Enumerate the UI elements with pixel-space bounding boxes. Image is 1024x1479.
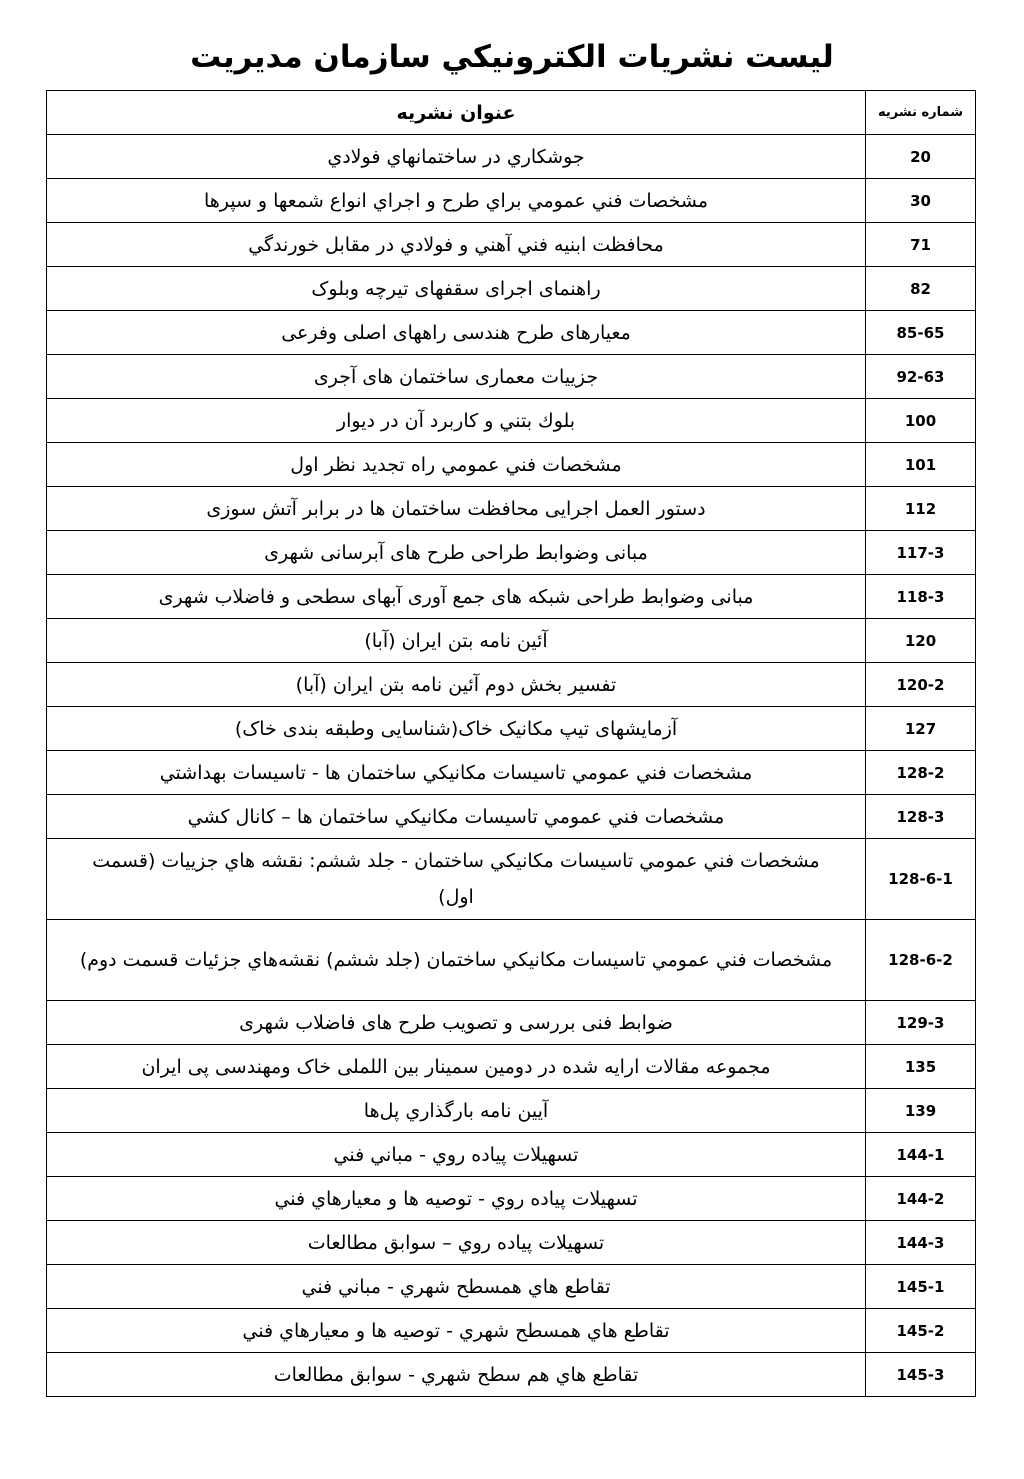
publication-title-cell: مبانی وضوابط طراحی شبکه های جمع آوری آبهای سطحی و فاضلاب شهری xyxy=(47,575,866,619)
table-row xyxy=(47,1309,976,1353)
publication-title-cell: مشخصات فني عمومي تاسيسات مكانيكي ساختمان ها – كانال كشي xyxy=(47,795,866,839)
publications-table xyxy=(46,90,976,1397)
publications-table-body xyxy=(47,91,976,1397)
publication-number-cell: 145-3 xyxy=(866,1353,976,1397)
publication-title-cell: مبانی وضوابط طراحی طرح های آبرسانی شهری xyxy=(47,531,866,575)
publication-number-cell: 112 xyxy=(866,487,976,531)
publication-title-cell: جوشكاري در ساختمانهاي فولادي xyxy=(47,135,866,179)
publication-title-cell: بلوك بتني و كاربرد آن در ديوار xyxy=(47,399,866,443)
publication-title-cell: آئین نامه بتن ایران (آبا) xyxy=(47,619,866,663)
table-row xyxy=(47,311,976,355)
table-row xyxy=(47,223,976,267)
table-row xyxy=(47,267,976,311)
publication-number-cell: 139 xyxy=(866,1089,976,1133)
publication-number-cell: 92-63 xyxy=(866,355,976,399)
publication-number-cell: 117-3 xyxy=(866,531,976,575)
publication-title-cell: آيين نامه بارگذاري پل‌ها xyxy=(47,1089,866,1133)
table-row xyxy=(47,487,976,531)
publication-title-cell: مجموعه مقالات ارایه شده در دومین سمینار بین اللملی خاک ومهندسی پی ایران xyxy=(47,1045,866,1089)
publication-number-cell: 101 xyxy=(866,443,976,487)
publication-number-cell: 30 xyxy=(866,179,976,223)
publication-title-cell: تسهيلات پياده روي – سوابق مطالعات xyxy=(47,1221,866,1265)
publication-title-cell: مشخصات فني عمومي راه تجديد نظر اول xyxy=(47,443,866,487)
table-row xyxy=(47,1353,976,1397)
table-row xyxy=(47,1089,976,1133)
publication-number-cell: 145-1 xyxy=(866,1265,976,1309)
publication-number-cell: 20 xyxy=(866,135,976,179)
publication-number-cell: 71 xyxy=(866,223,976,267)
publication-number-cell: 118-3 xyxy=(866,575,976,619)
table-row xyxy=(47,663,976,707)
table-row xyxy=(47,575,976,619)
publication-number-cell: 128-3 xyxy=(866,795,976,839)
publication-title-cell: تقاطع هاي هم سطح شهري - سوابق مطالعات xyxy=(47,1353,866,1397)
publication-title-cell: تقاطع هاي همسطح شهري - توصيه ها و معيارهاي فني xyxy=(47,1309,866,1353)
table-row xyxy=(47,1001,976,1045)
table-row xyxy=(47,1133,976,1177)
publication-title-cell: راهنمای اجرای سقفهای تیرچه وبلوک xyxy=(47,267,866,311)
table-row xyxy=(47,839,976,920)
publication-number-cell: 127 xyxy=(866,707,976,751)
publication-number-cell: 144-1 xyxy=(866,1133,976,1177)
table-row xyxy=(47,619,976,663)
table-row xyxy=(47,920,976,1001)
publication-number-cell: 120-2 xyxy=(866,663,976,707)
publication-number-cell: 128-6-1 xyxy=(866,839,976,920)
publication-title-cell: معیارهای طرح هندسی راههای اصلی وفرعی xyxy=(47,311,866,355)
table-row xyxy=(47,1045,976,1089)
table-row xyxy=(47,399,976,443)
table-row xyxy=(47,135,976,179)
table-row xyxy=(47,443,976,487)
publication-title-cell: مشخصات فني عمومي تاسيسات مكانيكي ساختمان - جلد ششم: نقشه هاي جزييات (قسمت اول) xyxy=(47,839,866,920)
table-row xyxy=(47,179,976,223)
publication-title-cell: مشخصات فني عمومي تاسيسات مكانيكي ساختمان ها - تاسيسات بهداشتي xyxy=(47,751,866,795)
publication-number-cell: 82 xyxy=(866,267,976,311)
publication-number-cell: 128-2 xyxy=(866,751,976,795)
table-row xyxy=(47,355,976,399)
publication-number-cell: 128-6-2 xyxy=(866,920,976,1001)
publication-title-cell: آزمایشهای تیپ مکانیک خاک(شناسایی وطبقه بندی خاک) xyxy=(47,707,866,751)
table-row xyxy=(47,751,976,795)
table-row xyxy=(47,795,976,839)
publication-title-cell: محافظت ابنيه فني آهني و فولادي در مقابل خورندگي xyxy=(47,223,866,267)
publication-number-cell: 144-3 xyxy=(866,1221,976,1265)
header-publication-title: عنوان نشريه xyxy=(47,91,866,135)
publication-title-cell: تسهيلات پياده روي - توصيه ها و معيارهاي فني xyxy=(47,1177,866,1221)
publication-title-cell: ضوابط فنی بررسی و تصویب طرح های فاضلاب شهری xyxy=(47,1001,866,1045)
table-row xyxy=(47,1177,976,1221)
publication-number-cell: 145-2 xyxy=(866,1309,976,1353)
table-header-row xyxy=(47,91,976,135)
publication-title-cell: تفسیر بخش دوم آئین نامه بتن ایران (آبا) xyxy=(47,663,866,707)
page-title: ليست نشريات الكترونيكي سازمان مديريت xyxy=(190,39,834,75)
publication-title-cell: تسهيلات پياده روي - مباني فني xyxy=(47,1133,866,1177)
table-row xyxy=(47,531,976,575)
publication-title-cell: جزییات معماری ساختمان های آجری xyxy=(47,355,866,399)
header-publication-number: شماره نشريه xyxy=(866,91,976,135)
publication-number-cell: 135 xyxy=(866,1045,976,1089)
publication-title-cell: تقاطع هاي همسطح شهري - مباني فني xyxy=(47,1265,866,1309)
publication-number-cell: 100 xyxy=(866,399,976,443)
table-row xyxy=(47,707,976,751)
publication-title-cell: دستور العمل اجرایی محافظت ساختمان ها در برابر آتش سوزی xyxy=(47,487,866,531)
table-row xyxy=(47,1265,976,1309)
publication-title-cell: مشخصات فني عمومي براي طرح و اجراي انواع شمعها و سپرها xyxy=(47,179,866,223)
publication-title-cell: مشخصات فني عمومي تاسيسات مكانيكي ساختمان (جلد ششم) نقشه‌هاي جزئيات قسمت دوم) xyxy=(47,920,866,1001)
publication-number-cell: 120 xyxy=(866,619,976,663)
publication-number-cell: 129-3 xyxy=(866,1001,976,1045)
publication-number-cell: 85-65 xyxy=(866,311,976,355)
table-row xyxy=(47,1221,976,1265)
publication-number-cell: 144-2 xyxy=(866,1177,976,1221)
